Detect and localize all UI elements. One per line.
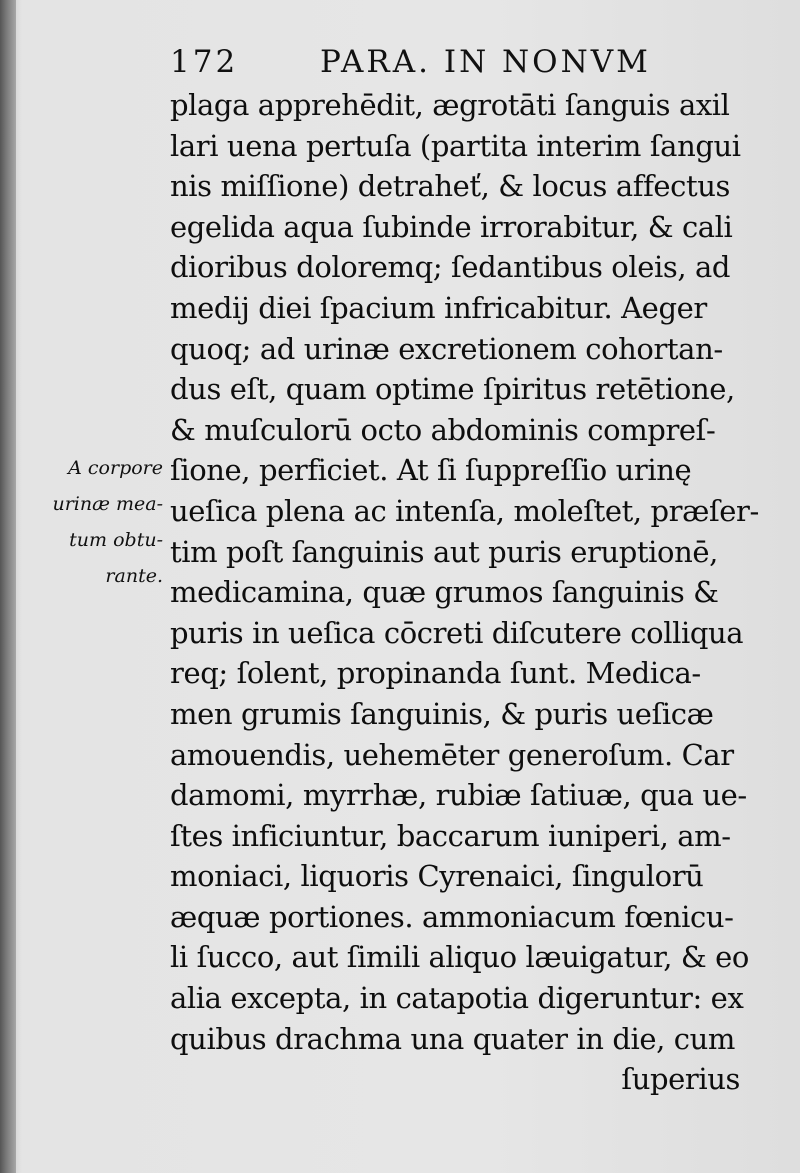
text-line: li ſucco, aut ſimili aliquo læuigatur, & eo	[170, 940, 749, 975]
text-line: dus eſt, quam optime ſpiritus retētione,	[170, 372, 735, 407]
page-header	[170, 44, 690, 84]
text-line: moniaci, liquoris Cyrenaici, ſingulorū	[170, 859, 704, 894]
text-line: nis miſſione) detraheť, & locus affectus	[170, 169, 731, 204]
text-line: tim poſt ſanguinis aut puris eruptionē,	[170, 534, 718, 569]
text-line: men grumis ſanguinis, & puris ueſicæ	[170, 696, 714, 731]
text-line: quoq; ad urinæ excretionem cohortan-	[170, 331, 723, 366]
text-line: medicamina, quæ grumos ſanguinis &	[170, 575, 719, 610]
page-gutter	[0, 0, 16, 1173]
marginal-note	[38, 450, 163, 594]
text-line: alia excepta, in catapotia digeruntur: ex	[170, 981, 744, 1016]
text-line: damomi, myrrhæ, rubiæ ſatiuæ, qua ue-	[170, 778, 747, 813]
marginal-note-line: A corpore	[68, 457, 163, 479]
main-text-block	[170, 85, 770, 1100]
text-line: medij diei ſpacium infricabitur. Aeger	[170, 290, 707, 325]
text-line: lari uena pertuſa (partita interim ſangui	[170, 128, 741, 163]
text-line: ueſica plena ac intenſa, moleſtet, præſer-	[170, 493, 759, 528]
text-line: ſtes inficiuntur, baccarum iuniperi, am-	[170, 818, 731, 853]
text-line: ſione, perficiet. At ſi ſuppreſſio urinę	[170, 453, 692, 488]
text-line: puris in ueſica cōcreti diſcutere colliqua	[170, 615, 744, 650]
page-number: 172	[170, 44, 239, 80]
text-line: egelida aqua ſubinde irrorabitur, & cali	[170, 209, 733, 244]
text-line: æquæ portiones. ammoniacum fœnicu-	[170, 899, 734, 934]
text-line: plaga apprehēdit, ægrotāti ſanguis axil	[170, 88, 730, 122]
running-title: PARA. IN NONVM	[320, 44, 651, 80]
text-line: req; ſolent, propinanda ſunt. Medica-	[170, 656, 701, 691]
marginal-note-line: urinæ mea-	[52, 493, 163, 515]
marginal-note-line: rante.	[105, 565, 163, 587]
marginal-note-line: tum obtu-	[69, 529, 163, 551]
text-line: & muſculorū octo abdominis compreſ-	[170, 412, 716, 447]
catchword: ſuperius	[621, 1062, 740, 1097]
text-line: amouendis, uehemēter generoſum. Car	[170, 737, 734, 772]
text-line: quibus drachma una quater in die, cum	[170, 1021, 736, 1056]
text-line: dioribus doloremq; ſedantibus oleis, ad	[170, 250, 731, 285]
